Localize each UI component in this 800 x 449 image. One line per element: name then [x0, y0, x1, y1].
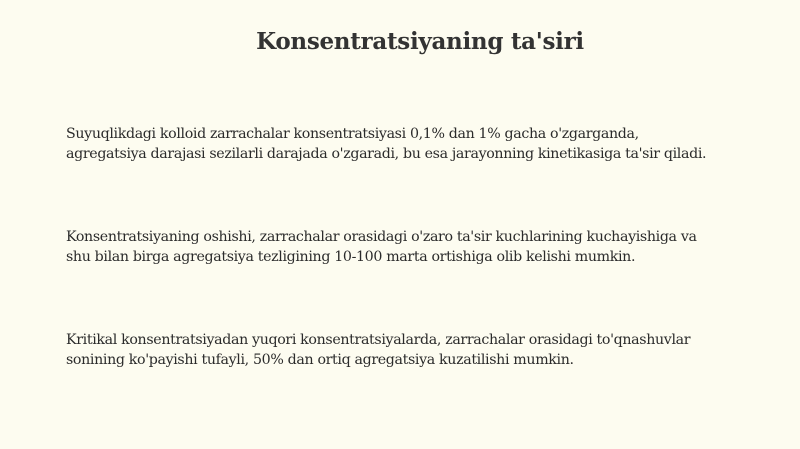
paragraph-concentration-range: Suyuqlikdagi kolloid zarrachalar konsentratsiyasi 0,1% dan 1% gacha o'zgarganda, agregatsiya darajasi sezilarli darajada o'zgaradi, bu esa jarayonning kinetikasiga ta'sir qiladi. [66, 126, 707, 162]
slide-title: Konsentratsiyaning ta'siri [256, 28, 584, 55]
paragraph-concentration-increase: Konsentratsiyaning oshishi, zarrachalar orasidagi o'zaro ta'sir kuchlarining kuchayishiga va shu bilan birga agregatsiya tezligining 10-100 marta ortishiga olib kelishi mumkin. [66, 229, 697, 265]
paragraph-critical-concentration: Kritikal konsentratsiyadan yuqori konsentratsiyalarda, zarrachalar orasidagi to'qnashuvlar sonining ko'payishi tufayli, 50% dan ortiq agregatsiya kuzatilishi mumkin. [66, 332, 691, 368]
